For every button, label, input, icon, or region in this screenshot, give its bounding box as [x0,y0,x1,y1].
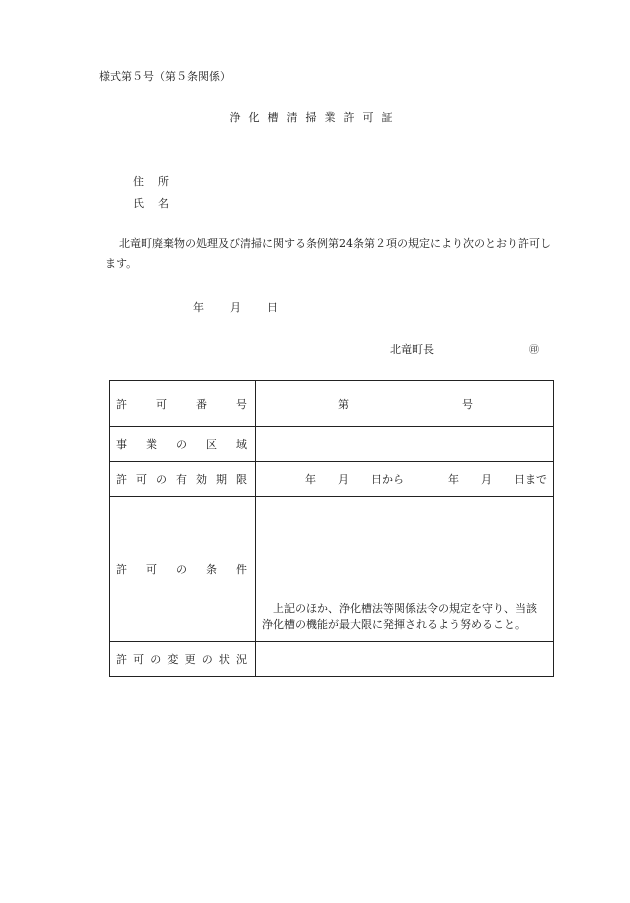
issuer-title: 北竜町長 [390,343,434,356]
permit-number-value: 第 号 [256,381,554,427]
validity-period-value: 年 月 日から 年 月 日まで [256,462,554,497]
conditions-value: 上記のほか、浄化槽法等関係法令の規定を守り、当該浄化槽の機能が最大限に発揮されるよう努めること。 [256,497,554,642]
table-row [110,381,554,427]
address-label: 住 所 [133,175,169,188]
permit-number-label: 許 可 番 号 [110,381,256,427]
business-area-label: 事 業 の 区 域 [110,427,256,462]
validity-period-label: 許 可 の 有 効 期 限 [110,462,256,497]
table-row [110,642,554,677]
form-number-label: 様式第５号（第５条関係） [99,70,231,83]
table-row [110,462,554,497]
table-row [110,497,554,642]
conditions-label: 許 可 の 条 件 [110,497,256,642]
change-status-value [256,642,554,677]
permit-table [109,380,554,677]
document-title: 浄化槽清掃業許可証 [229,111,401,124]
table-row [110,427,554,462]
name-label: 氏 名 [133,197,169,210]
permit-statement: 北竜町廃棄物の処理及び清掃に関する条例第24条第２項の規定により次のとおり許可します。 [105,237,551,270]
change-status-label: 許 可 の 変 更 の 状 況 [110,642,256,677]
seal-mark: ㊞ [529,345,539,356]
issue-date: 年 月 日 [193,301,278,314]
business-area-value [256,427,554,462]
